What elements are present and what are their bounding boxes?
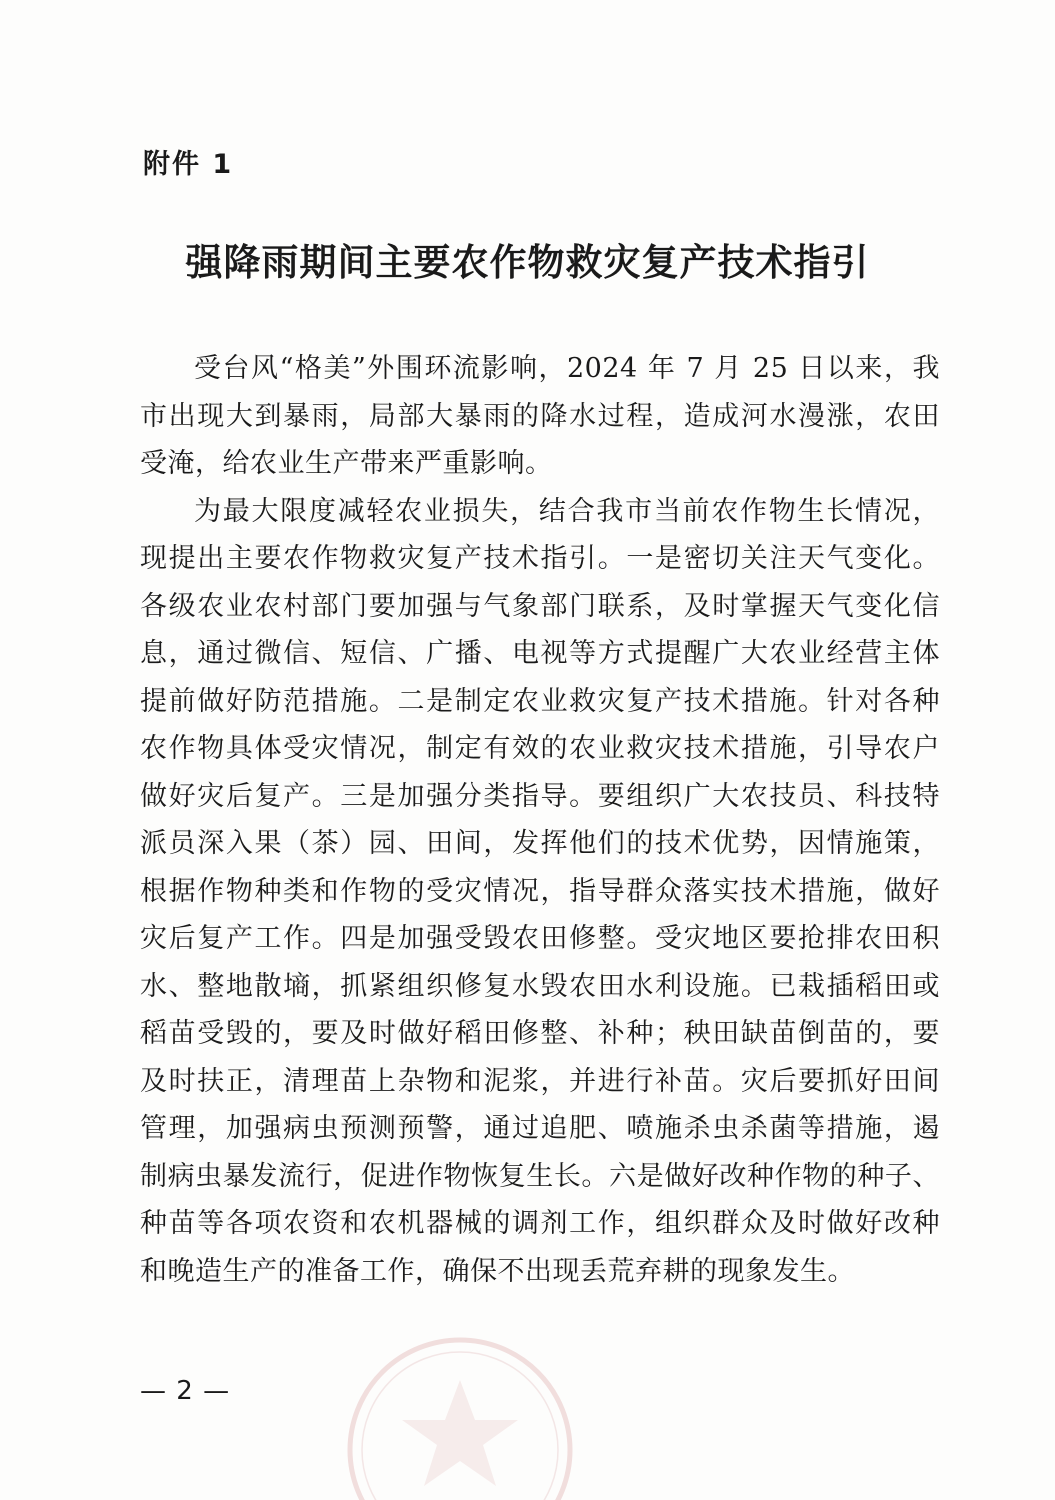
page-number: — 2 — bbox=[140, 1376, 231, 1406]
official-seal-icon bbox=[330, 1300, 590, 1500]
body-line: 息，通过微信、短信、广播、电视等方式提醒广大农业经营主体 bbox=[140, 638, 940, 669]
body-line: 灾后复产工作。四是加强受毁农田修整。受灾地区要抢排农田积 bbox=[140, 923, 940, 954]
body-line: 现提出主要农作物救灾复产技术指引。一是密切关注天气变化。 bbox=[140, 543, 940, 574]
body-line: 农作物具体受灾情况，制定有效的农业救灾技术措施，引导农户 bbox=[140, 733, 940, 764]
body-line: 受台风“格美”外围环流影响，2024 年 7 月 25 日以来，我 bbox=[194, 353, 940, 384]
body-line: 派员深入果（茶）园、田间，发挥他们的技术优势，因情施策， bbox=[140, 828, 940, 859]
body-line: 和晚造生产的准备工作，确保不出现丢荒弃耕的现象发生。 bbox=[140, 1255, 855, 1287]
body-line: 各级农业农村部门要加强与气象部门联系，及时掌握天气变化信 bbox=[140, 590, 940, 622]
body-line: 市出现大到暴雨，局部大暴雨的降水过程，造成河水漫涨，农田 bbox=[140, 400, 940, 432]
body-line: 稻苗受毁的，要及时做好稻田修整、补种；秧田缺苗倒苗的，要 bbox=[140, 1018, 940, 1049]
body-line: 根据作物种类和作物的受灾情况，指导群众落实技术措施，做好 bbox=[140, 875, 940, 907]
body-line: 制病虫暴发流行，促进作物恢复生长。六是做好改种作物的种子、 bbox=[140, 1160, 940, 1192]
body-line: 种苗等各项农资和农机器械的调剂工作，组织群众及时做好改种 bbox=[140, 1208, 940, 1239]
body-line: 为最大限度减轻农业损失，结合我市当前农作物生长情况， bbox=[194, 495, 940, 527]
document-body bbox=[140, 345, 940, 1295]
document-title: 强降雨期间主要农作物救灾复产技术指引 bbox=[185, 241, 870, 284]
body-line: 水、整地散墒，抓紧组织修复水毁农田水利设施。已栽插稻田或 bbox=[140, 970, 940, 1002]
body-line: 及时扶正，清理苗上杂物和泥浆，并进行补苗。灾后要抓好田间 bbox=[140, 1065, 940, 1097]
body-line: 提前做好防范措施。二是制定农业救灾复产技术措施。针对各种 bbox=[140, 685, 940, 717]
body-line: 管理，加强病虫预测预警，通过追肥、喷施杀虫杀菌等措施，遏 bbox=[140, 1113, 940, 1144]
body-line: 受淹，给农业生产带来严重影响。 bbox=[140, 448, 553, 479]
attachment-label: 附件 1 bbox=[143, 149, 234, 180]
body-line: 做好灾后复产。三是加强分类指导。要组织广大农技员、科技特 bbox=[140, 780, 940, 812]
